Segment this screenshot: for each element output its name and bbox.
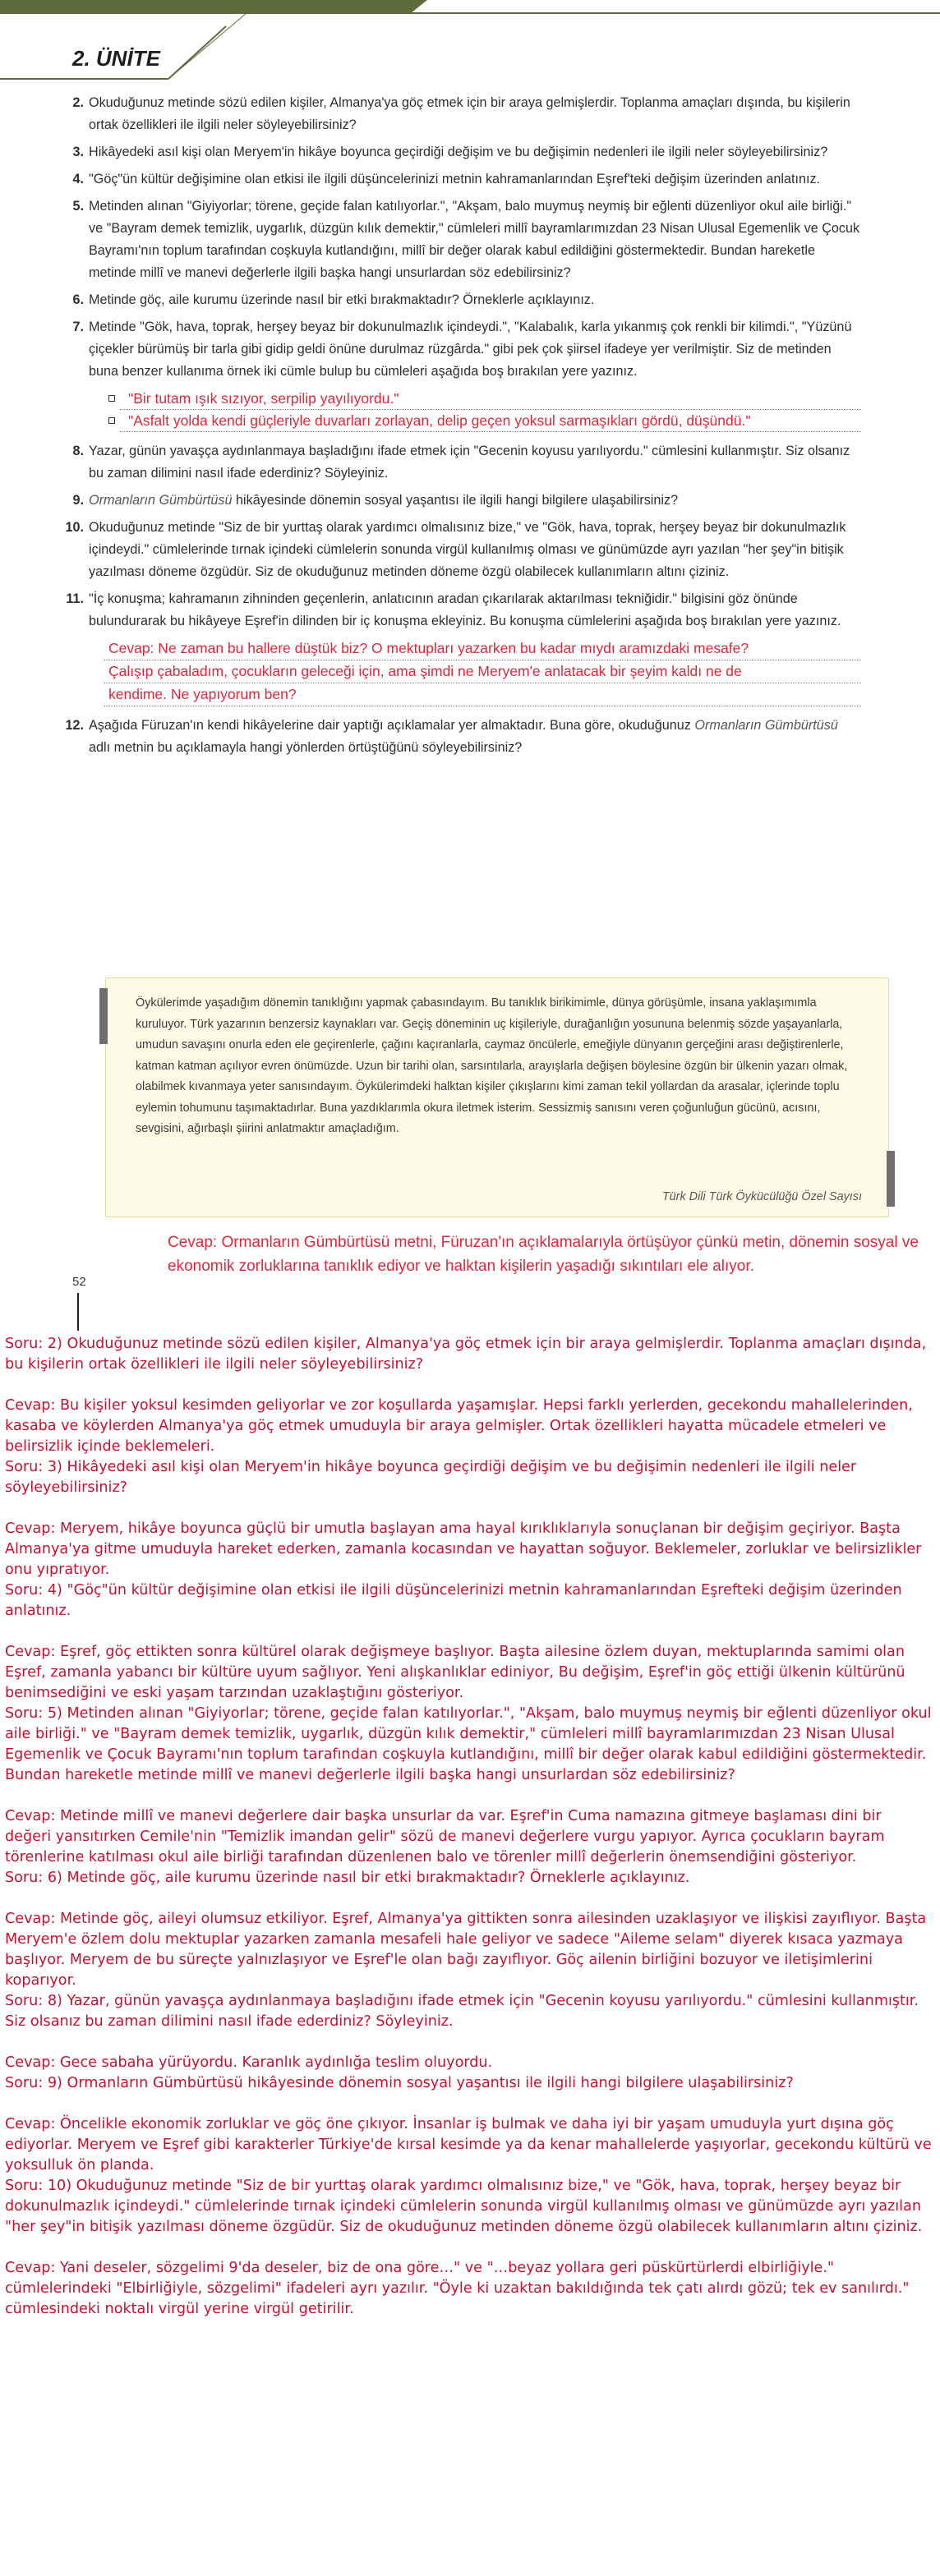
question-7 bbox=[72, 316, 861, 383]
qa-question: Soru: 6) Metinde göç, aile kurumu üzerinde nasıl bir etki bırakmaktadır? Örneklerle açıklayınız. bbox=[5, 1870, 690, 1886]
qa-question: Soru: 9) Ormanların Gümbürtüsü hikâyesinde dönemin sosyal yaşantısı ile ilgili hangi bilgilere ulaşabilirsiniz? bbox=[5, 2075, 794, 2091]
q11-answers bbox=[104, 637, 861, 706]
question-number: 8 . bbox=[61, 440, 84, 462]
qa-item bbox=[5, 1704, 932, 1868]
qa-item bbox=[5, 1457, 932, 1580]
question-3 bbox=[72, 141, 861, 163]
qa-answer: Cevap: Yani deseler, sözgelimi 9'da deseler, biz de ona göre…" ve "…beyaz yollara geri püskürtürlerdi elbirliğiyle." cümlelerindeki "Elbirliğiyle, sözgelimi" ifadeleri ayrı yazılır. "Öyle ki uzaktan bakıldığında tek çatı alırdı gözü; tek ev sanılırdı." cümlesindeki noktalı virgül yerine virgül getirilir. bbox=[5, 2260, 910, 2317]
unit-header bbox=[0, 0, 940, 82]
question-text: "Göç"ün kültür değişimine olan etkisi ile ilgili düşüncelerinizi metnin kahramanlarından Eşref'teki değişim üzerinden anlatınız. bbox=[89, 172, 821, 186]
question-list bbox=[65, 92, 861, 764]
checkbox-bullet-icon bbox=[108, 417, 115, 424]
question-number: 11 . bbox=[61, 588, 84, 610]
question-number: 2 . bbox=[61, 92, 84, 114]
question-text: Metinde göç, aile kurumu üzerinde nasıl bir etki bırakmaktadır? Örneklerle açıklayınız. bbox=[89, 292, 595, 307]
question-9 bbox=[72, 490, 861, 512]
qa-answer: Cevap: Bu kişiler yoksul kesimden geliyorlar ve zor koşullarda yaşamışlar. Hepsi farklı yerlerden, gecekondu mahallelerinden, kasaba ve köylerden Almanya'ya göç etmek umuduyla bir araya gelmişler. Ortak özellikleri hayatta mücadele etmeleri ve belirsizlik içinde beklemeleri. bbox=[5, 1397, 913, 1455]
page-number: 52 bbox=[72, 1275, 86, 1289]
qa-item bbox=[5, 1868, 932, 1991]
qa-question: Soru: 3) Hikâyedeki asıl kişi olan Meryem'in hikâye boyunca geçirdiği değişim ve bu değişimin nedenleri ile ilgili neler söyleyebilirsiniz? bbox=[5, 1459, 857, 1496]
question-12 bbox=[65, 715, 861, 759]
qa-question: Soru: 2) Okuduğunuz metinde sözü edilen kişiler, Almanya'ya göç etmek için bir araya gelmişlerdir. Toplanma amaçları dışında, bu kişilerin ortak özellikleri ile ilgili neler söyleyebilirsiniz? bbox=[5, 1336, 927, 1373]
qa-answer: Cevap: Eşref, göç ettikten sonra kültürel olarak değişmeye başlıyor. Başta ailesine özlem duyan, mektuplarında samimi olan Eşref, zamanla yabancı bir kültüre uyum sağlıyor. Yeni alışkanlıklar ediniyor, Bu değişim, Eşref'in göç ettiği ülkenin kültürünü benimsediğini ve eski yaşam tarzından uzaklaştığını gösteriyor. bbox=[5, 1644, 905, 1701]
question-number: 5 . bbox=[61, 196, 84, 218]
answer-line[interactable]: "Bir tutam ışık sızıyor, serpilip yayılıyordu." bbox=[120, 388, 861, 410]
question-4 bbox=[72, 168, 861, 191]
qa-section bbox=[5, 1334, 932, 2320]
qa-item bbox=[5, 1334, 932, 1457]
question-text: adlı metnin bu açıklamayla hangi yönlerden örtüştüğünü söyleyebilirsiniz? bbox=[89, 740, 523, 755]
qa-question: Soru: 4) "Göç"ün kültür değişimine olan etkisi ile ilgili düşüncelerinizi metnin kahramanlarından Eşrefteki değişim üzerinden anlatınız. bbox=[5, 1582, 902, 1619]
qa-item bbox=[5, 2073, 932, 2176]
question-text: Okuduğunuz metinde sözü edilen kişiler, Almanya'ya göç etmek için bir araya gelmişlerdir. Toplanma amaçları dışında, bu kişilerin ortak özellikleri ile ilgili neler söyleyebilirsiniz? bbox=[89, 95, 850, 132]
qa-answer: Cevap: Metinde millî ve manevi değerlere dair başka unsurlar da var. Eşref'in Cuma namazına gitmeye başlaması dini bir değeri yansıtırken Cemile'nin "Temizlik imandan gelir" sözü de manevi değerlere vurgu yapıyor. Ayrıca çocukların bayram törenlerine katılması okul aile birliği tarafından düzenlenen balo ve törenler millî değerlerin önemsendiğini gösteriyor. bbox=[5, 1808, 885, 1865]
answer-line[interactable]: kendime. Ne yapıyorum ben? bbox=[104, 683, 861, 706]
quote-box bbox=[105, 978, 889, 1217]
question-text: Okuduğunuz metinde "Siz de bir yurttaş olarak yardımcı olmalısınız bize," ve "Gök, hava, toprak, herşey beyaz bir dokunulmazlık içindeydi." cümlelerinde tırnak içindeki cümlelerin sonunda virgül kullanılmış olması ve günümüzde ayrı yazılan "her şey"in bitişik yazılması döneme özgüdür. Siz de okuduğunuz metinden döneme özgü olabilecek kullanımların altını çiziniz. bbox=[89, 520, 846, 579]
question-text: hikâyesinde dönemin sosyal yaşantısı ile ilgili hangi bilgilere ulaşabilirsiniz? bbox=[232, 493, 679, 508]
answer-line[interactable]: "Asfalt yolda kendi güçleriyle duvarları zorlayan, delip geçen yoksul sarmaşıkları gördü, düşündü." bbox=[120, 410, 861, 432]
question-text: "İç konuşma; kahramanın zihninden geçenlerin, anlatıcının aradan çıkarılarak aktarılması tekniğidir." bilgisini göz önünde bulundurarak bu hikâyeye Eşref'in dilinden bir iç konuşma ekleyiniz. Bu konuşma cümlelerini aşağıda boş bırakılan yere yazınız. bbox=[89, 591, 841, 628]
qa-answer: Cevap: Meryem, hikâye boyunca güçlü bir umutla başlayan ama hayal kırıklıklarıyla sonuçlanan bir değişim geçiriyor. Başta Almanya'ya gitme umuduyla hareket ederken, zamanla kocasından ve hayattan soğuyor. Beklemeler, zorluklar ve belirsizlikler onu yıpratıyor. bbox=[5, 1520, 922, 1578]
q7-answers bbox=[104, 388, 861, 432]
qa-item bbox=[5, 1580, 932, 1704]
question-2 bbox=[72, 92, 861, 136]
q12-answer: Cevap: Ormanların Gümbürtüsü metni, Füruzan'ın açıklamalarıyla örtüşüyor çünkü metin, dönemin sosyal ve ekonomik zorluklarına tanıklık ediyor ve halktan kişilerin yaşadığı sıkıntıları ele alıyor. bbox=[168, 1234, 919, 1275]
question-number: 7 . bbox=[61, 316, 84, 338]
quote-text: Öykülerimde yaşadığım dönemin tanıklığını yapmak çabasındayım. Bu tanıklık birikimimle, dünya görüşümle, insana yaklaşımımla kuruluyor. Türk yazarının benzersiz kaynakları var. Geçiş döneminin uç kişileriyle, durağanlığın yosununa belenmiş sözde yaşayanlarla, umudun savaşını onurla eden ele geçirenlerle, çağını kaçıranlarla, caymaz öncülerle, emeğiyle dünyanın gerçeğini arası değiştirenlerle, katman katman açılıyor evren önümüzde. Uzun bir tarihi olan, sarsıntılarla, arayışlarla değişen böylesine özgün bir ülkenin yazarı olmak, olabilmek kıvanmaya yeter sanısındayım. Öykülerimdeki halktan kişiler çıkışlarını kimi zaman tekil yollardan da arasalar, içlerinde toplu eylemin tohumunu taşımaktadırlar. Buna yazdıklarımla okura iletmek isterim. Sessizmiş sanısını veren çoğunluğun gücünü, acısını, sevgisini, ağırbaşlı şiirini anlatmaktır amaçladığım. bbox=[136, 996, 848, 1135]
qa-question: Soru: 5) Metinden alınan "Giyiyorlar; törene, geçide falan katılıyorlar.", "Akşam, balo muymuş neymiş bir eğlenti düzenliyor okul aile birliği." ve "Bayram demek temizlik, uygarlık, düzgün kılık demektir," cümleleri millî bayramlarımızdan 23 Nisan Ulusal Egemenlik ve Çocuk Bayramı'nın toplum tarafından coşkuyla kutlandığını, millî bir değer olarak kabul edildiğini göstermektedir. Bundan hareketle metinde millî ve manevi değerlerle ilgili başka hangi unsurlardan söz edebilirsiniz? bbox=[5, 1705, 932, 1783]
question-text: Metinden alınan "Giyiyorlar; törene, geçide falan katılıyorlar.", "Akşam, balo muymuş neymiş bir eğlenti düzenliyor okul aile birliği." ve "Bayram demek temizlik, uygarlık, düzgün kılık demektir," cümleleri millî bayramlarımızdan 23 Nisan Ulusal Egemenlik ve Çocuk Bayramı'nın toplum tarafından coşkuyla kutlandığını, millî bir değer olarak kabul edildiğini göstermektedir. Bundan hareketle metinde millî ve manevi değerlerle ilgili başka hangi unsurlardan söz edebilirsiniz? bbox=[89, 199, 860, 280]
quote-bar-decoration bbox=[99, 988, 108, 1044]
qa-answer: Cevap: Gece sabaha yürüyordu. Karanlık aydınlığa teslim oluyordu. bbox=[5, 2054, 493, 2071]
question-number: 4 . bbox=[61, 168, 84, 191]
checkbox-bullet-icon bbox=[108, 395, 115, 402]
question-text: Metinde "Gök, hava, toprak, herşey beyaz bir dokunulmazlık içindeydi.", "Kalabalık, karla yıkanmış çok renkli bir kilimdi.", "Yüzünü çiçekler bürümüş bir tarla gibi gidip geldi önüne durulmaz rüzgârda." gibi pek çok şiirsel ifadeye yer verilmiştir. Siz de metinden buna benzer kullanıma örnek iki cümle bulup bu cümleleri aşağıda boş bırakılan yere yazınız. bbox=[89, 320, 852, 379]
question-text: Hikâyedeki asıl kişi olan Meryem'in hikâye boyunca geçirdiği değişim ve bu değişimin nedenleri ile ilgili neler söyleyebilirsiniz? bbox=[89, 145, 828, 159]
question-text: Aşağıda Füruzan'ın kendi hikâyelerine dair yaptığı açıklamalar yer almaktadır. Buna göre, okuduğunuz bbox=[89, 718, 695, 733]
question-title-italic: Ormanların Gümbürtüsü bbox=[694, 718, 838, 733]
qa-item bbox=[5, 2176, 932, 2320]
qa-question: Soru: 8) Yazar, günün yavaşça aydınlanmaya başladığını ifade etmek için "Gecenin koyusu yarılıyordu." cümlesini kullanmıştır. Siz olsanız bu zaman dilimini nasıl ifade ederdiniz? Söyleyiniz. bbox=[5, 1993, 919, 2030]
qa-question: Soru: 10) Okuduğunuz metinde "Siz de bir yurttaş olarak yardımcı olmalısınız bize," ve "Gök, hava, toprak, herşey beyaz bir dokunulmazlık içindeydi." cümlelerinde tırnak içindeki cümlelerin sonunda virgül kullanılmış olması ve günümüzde ayrı yazılan "her şey"in bitişik yazılması döneme özgüdür. Siz de okuduğunuz metinden döneme özgü olabilecek kullanımların altını çiziniz. bbox=[5, 2178, 923, 2235]
question-6 bbox=[72, 289, 861, 311]
quote-source: Türk Dili Türk Öykücülüğü Özel Sayısı bbox=[661, 1190, 862, 1203]
quote-bar-decoration bbox=[887, 1151, 895, 1207]
question-10 bbox=[65, 517, 861, 583]
question-number: 12 . bbox=[61, 715, 84, 737]
qa-answer: Cevap: Öncelikle ekonomik zorluklar ve göç öne çıkıyor. İnsanlar iş bulmak ve daha iyi bir yaşam umuduyla yurt dışına göç ediyorlar. Meryem ve Eşref gibi karakterler Türkiye'de kırsal kesimde ya da kenar mahallelerde yaşıyorlar, gecekondu kültürü ve yoksulluk ön planda. bbox=[5, 2116, 932, 2174]
answer-line[interactable]: Çalışıp çabaladım, çocukların geleceği için, ama şimdi ne Meryem'e anlatacak bir şeyim kaldı ne de bbox=[104, 660, 861, 683]
answer-line[interactable]: Cevap: Ne zaman bu hallere düştük biz? O mektupları yazarken bu kadar mıydı aramızdaki mesafe? bbox=[104, 637, 861, 660]
question-number: 6 . bbox=[61, 289, 84, 311]
question-5 bbox=[72, 196, 861, 284]
question-number: 9 . bbox=[61, 490, 84, 512]
page-tick-decoration bbox=[77, 1293, 79, 1331]
question-number: 3 . bbox=[61, 141, 84, 163]
question-8 bbox=[72, 440, 861, 485]
question-number: 10 . bbox=[61, 517, 84, 539]
qa-answer: Cevap: Metinde göç, aileyi olumsuz etkiliyor. Eşref, Almanya'ya gittikten sonra ailesinden uzaklaşıyor ve ilişkisi zayıflıyor. Başta Meryem'e özlem dolu mektuplar yazarken zamanla mesafeli hale geliyor ve sadece "Aileme selam" diyerek kısaca yazmaya başlıyor. Meryem de bu süreçte yalnızlaşıyor ve Eşref'le olan bağı zayıflıyor. Göç ailenin birliğini bozuyor ve iletişimlerini koparıyor. bbox=[5, 1911, 927, 1989]
qa-item bbox=[5, 1991, 932, 2073]
question-text: Yazar, günün yavaşça aydınlanmaya başladığını ifade etmek için "Gecenin koyusu yarılıyordu." cümlesini kullanmıştır. Siz olsanız bu zaman dilimini nasıl ifade ederdiniz? Söyleyiniz. bbox=[89, 444, 850, 481]
question-11 bbox=[66, 588, 861, 632]
unit-title: 2. ÜNİTE bbox=[72, 46, 160, 71]
question-title-italic: Ormanların Gümbürtüsü bbox=[89, 493, 233, 508]
